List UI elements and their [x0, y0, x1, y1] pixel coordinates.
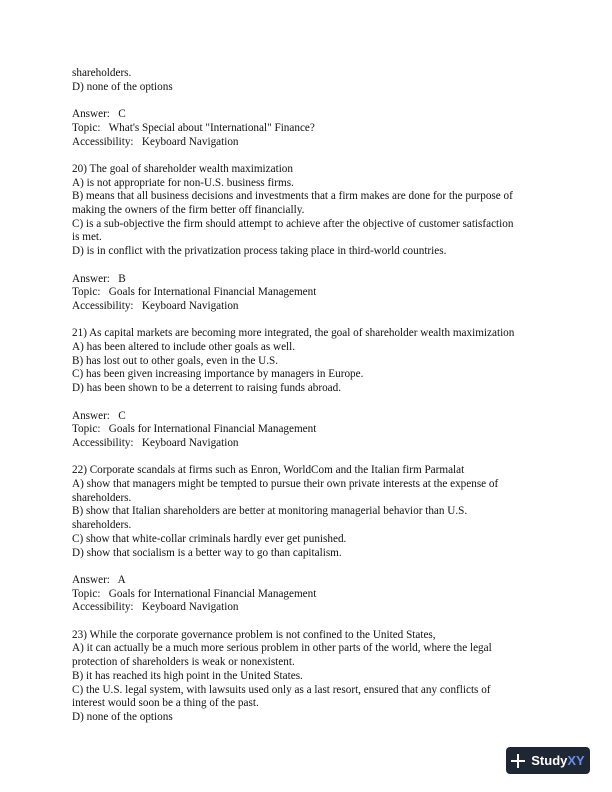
- paragraph-gap: [72, 314, 552, 328]
- text-line: 23) While the corporate governance problem is not confined to the United States,: [72, 628, 436, 641]
- text-line: D) has been shown to be a deterrent to raising funds abroad.: [72, 382, 342, 395]
- paragraph-gap: [72, 149, 552, 163]
- text-line: Answer: C: [72, 108, 126, 121]
- text-line: A) show that managers might be tempted to pursue their own private interests at the expense of: [72, 478, 499, 490]
- text-line: Topic: Goals for International Financial Management: [72, 286, 317, 299]
- text-line: A) has been altered to include other goals as well.: [72, 341, 296, 353]
- text-line: D) none of the options: [72, 80, 173, 93]
- text-line: Accessibility: Keyboard Navigation: [72, 299, 239, 312]
- paragraph-gap: [72, 94, 552, 108]
- text-line: 20) The goal of shareholder wealth maximization: [72, 162, 293, 175]
- document-body: [72, 67, 552, 725]
- paragraph-gap: [72, 259, 552, 273]
- text-line: protection of shareholders is weak or nonexistent.: [72, 656, 295, 669]
- text-line: C) show that white-collar criminals hardly ever get punished.: [72, 532, 347, 545]
- text-line: making the owners of the firm better off financially.: [72, 204, 305, 216]
- text-line: D) show that socialism is a better way to go than capitalism.: [72, 546, 342, 559]
- studyxy-badge[interactable]: [506, 747, 590, 774]
- paragraph-gap: [72, 615, 552, 629]
- paragraph-gap: [72, 560, 552, 574]
- text-line: Topic: What's Special about "International" Finance?: [72, 121, 315, 134]
- text-line: shareholders.: [72, 519, 132, 532]
- text-line: interest would soon be a thing of the past.: [72, 697, 259, 710]
- text-line: Topic: Goals for International Financial Management: [72, 423, 317, 436]
- paragraph-gap: [72, 396, 552, 410]
- text-line: A) it can actually be a much more serious problem in other parts of the world, where the legal: [72, 642, 492, 655]
- text-line: D) none of the options: [72, 710, 173, 723]
- text-line: B) has lost out to other goals, even in the U.S.: [72, 354, 279, 367]
- text-line: B) it has reached its high point in the United States.: [72, 669, 303, 682]
- text-line: C) the U.S. legal system, with lawsuits used only as a last resort, ensured that any conflicts of: [72, 683, 491, 696]
- text-line: Answer: C: [72, 409, 126, 422]
- plus-icon: [511, 754, 525, 768]
- text-line: A) is not appropriate for non-U.S. business firms.: [72, 176, 294, 189]
- text-line: B) means that all business decisions and investments that a firm makes are done for the purpose of: [72, 190, 513, 203]
- text-line: shareholders.: [72, 491, 132, 504]
- paragraph-gap: [72, 451, 552, 465]
- text-line: Answer: B: [72, 272, 126, 285]
- text-line: Accessibility: Keyboard Navigation: [72, 436, 239, 449]
- text-line: D) is in conflict with the privatization process taking place in third-world countries.: [72, 245, 447, 258]
- text-line: C) has been given increasing importance by managers in Europe.: [72, 368, 364, 381]
- brand-accent: XY: [567, 753, 585, 768]
- text-line: Accessibility: Keyboard Navigation: [72, 135, 239, 148]
- text-line: 21) As capital markets are becoming more integrated, the goal of shareholder wealth maximization: [72, 327, 515, 340]
- text-line: 22) Corporate scandals at firms such as Enron, WorldCom and the Italian firm Parmalat: [72, 464, 465, 477]
- text-line: Topic: Goals for International Financial Management: [72, 587, 317, 600]
- text-line: is met.: [72, 231, 102, 244]
- text-line: C) is a sub-objective the firm should attempt to achieve after the objective of customer satisfaction: [72, 217, 514, 230]
- text-line: Accessibility: Keyboard Navigation: [72, 601, 239, 614]
- text-line: shareholders.: [72, 67, 132, 79]
- brand-name: StudyXY: [531, 753, 585, 768]
- text-line: Answer: A: [72, 573, 126, 586]
- text-line: B) show that Italian shareholders are better at monitoring managerial behavior than U.S.: [72, 505, 468, 518]
